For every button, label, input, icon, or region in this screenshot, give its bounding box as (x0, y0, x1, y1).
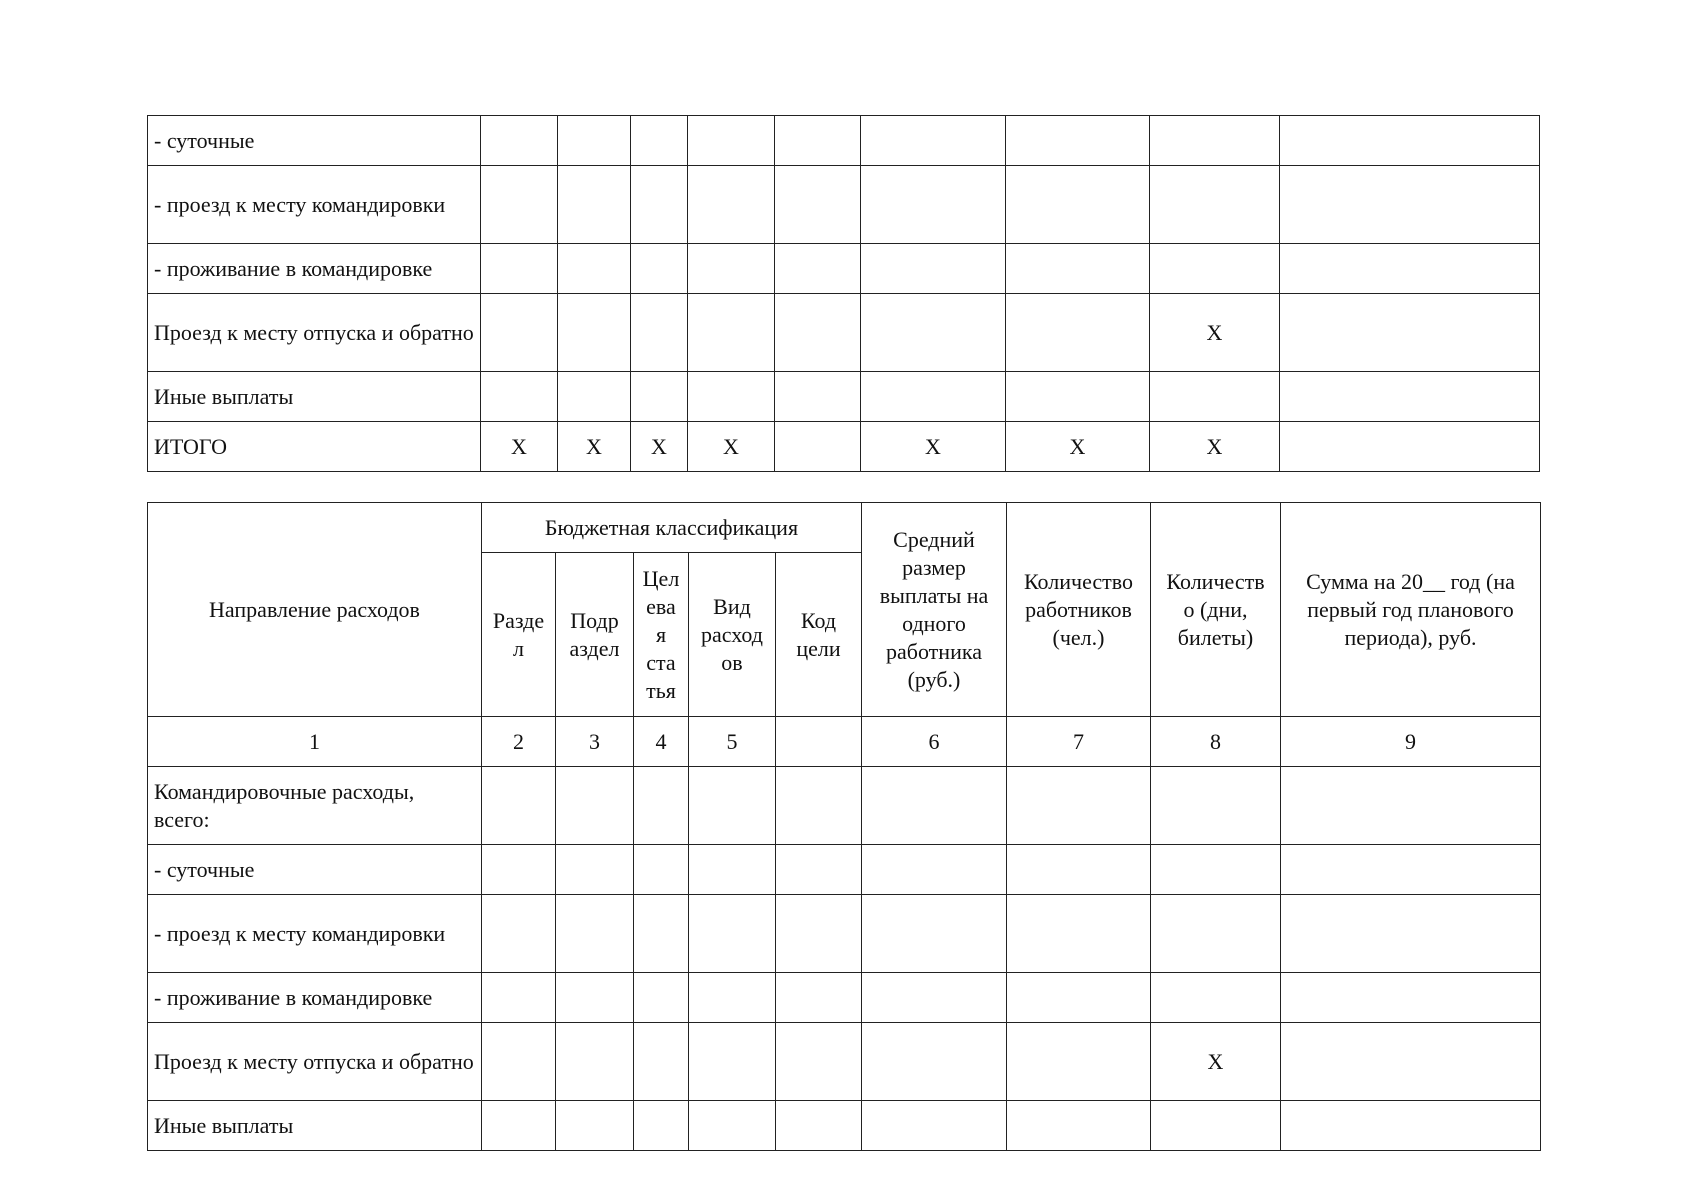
col-header-employee-count: Количество работников (чел.) (1007, 503, 1151, 717)
column-number: 2 (482, 717, 556, 767)
table-cell (1006, 372, 1150, 422)
table-cell (1281, 1023, 1541, 1101)
table-cell (1007, 1023, 1151, 1101)
table-cell (558, 166, 631, 244)
table-cell (776, 1023, 862, 1101)
column-number: 6 (862, 717, 1007, 767)
table-cell (861, 244, 1006, 294)
table-cell (776, 895, 862, 973)
cell-x-mark: X (861, 422, 1006, 472)
table-cell (558, 294, 631, 372)
table-cell (862, 973, 1007, 1023)
table-cell (634, 895, 689, 973)
row-label: Проезд к месту отпуска и обратно (148, 1023, 482, 1101)
table-cell (634, 845, 689, 895)
table-cell (689, 1023, 776, 1101)
table-cell (688, 166, 775, 244)
table-cell (631, 372, 688, 422)
cell-x-mark: X (558, 422, 631, 472)
table-row (148, 973, 1541, 1023)
table-cell (688, 294, 775, 372)
table-cell (631, 244, 688, 294)
table-cell (1280, 372, 1540, 422)
column-number (776, 717, 862, 767)
table-cell (861, 372, 1006, 422)
col-header-subsection: Подр аздел (556, 553, 634, 717)
column-number: 3 (556, 717, 634, 767)
table-cell (482, 895, 556, 973)
table-cell (688, 244, 775, 294)
table-cell (556, 895, 634, 973)
cell-x-mark: X (481, 422, 558, 472)
cell-x-mark: X (631, 422, 688, 472)
table-cell (689, 895, 776, 973)
table-cell (775, 422, 861, 472)
column-number: 8 (1151, 717, 1281, 767)
column-number: 4 (634, 717, 689, 767)
table-cell (1280, 116, 1540, 166)
table-cell (689, 973, 776, 1023)
table-cell (776, 1101, 862, 1151)
col-header-quantity: Количеств о (дни, билеты) (1151, 503, 1281, 717)
table-cell (556, 767, 634, 845)
table-cell (558, 372, 631, 422)
table-cell (631, 166, 688, 244)
table-cell (481, 116, 558, 166)
table-cell (1281, 973, 1541, 1023)
table-cell (1151, 1101, 1281, 1151)
table-cell (862, 767, 1007, 845)
table-cell (556, 845, 634, 895)
table-row (148, 845, 1541, 895)
table-row (148, 422, 1540, 472)
table-cell (634, 767, 689, 845)
col-header-direction: Направление расходов (148, 503, 482, 717)
row-label: - проезд к месту командировки (148, 166, 481, 244)
table-cell (1150, 116, 1280, 166)
table-cell (1280, 244, 1540, 294)
col-header-section: Разде л (482, 553, 556, 717)
row-label: ИТОГО (148, 422, 481, 472)
table-cell (631, 294, 688, 372)
cell-x-mark: X (1151, 1023, 1281, 1101)
table-cell (634, 1101, 689, 1151)
column-number: 5 (689, 717, 776, 767)
table-cell (688, 372, 775, 422)
table-cell (861, 294, 1006, 372)
table-cell (862, 1101, 1007, 1151)
table-cell (1006, 166, 1150, 244)
table-cell (1280, 166, 1540, 244)
row-label: - проживание в командировке (148, 973, 482, 1023)
table-cell (862, 845, 1007, 895)
expense-table (147, 502, 1541, 1151)
col-header-avg-payment: Средний размер выплаты на одного работника (руб.) (862, 503, 1007, 717)
row-label: Иные выплаты (148, 372, 481, 422)
table-row (148, 767, 1541, 845)
table-cell (776, 767, 862, 845)
table-cell (861, 116, 1006, 166)
table-cell (1007, 973, 1151, 1023)
table-cell (1150, 372, 1280, 422)
table-cell (688, 116, 775, 166)
table-cell (1007, 895, 1151, 973)
table-cell (1281, 845, 1541, 895)
table-cell (482, 1101, 556, 1151)
row-label: - суточные (148, 845, 482, 895)
table-cell (1150, 244, 1280, 294)
table-cell (1151, 845, 1281, 895)
table-cell (634, 973, 689, 1023)
table-row (148, 116, 1540, 166)
table-row (148, 166, 1540, 244)
col-header-target-article: Цел ева я ста тья (634, 553, 689, 717)
table-cell (634, 1023, 689, 1101)
table-cell (1281, 895, 1541, 973)
table-cell (689, 1101, 776, 1151)
table-cell (482, 845, 556, 895)
table-cell (1151, 895, 1281, 973)
table-cell (558, 116, 631, 166)
table-row (148, 294, 1540, 372)
table-cell (775, 294, 861, 372)
header-row-1 (148, 503, 1541, 553)
table-cell (862, 895, 1007, 973)
table-cell (556, 973, 634, 1023)
column-number: 1 (148, 717, 482, 767)
table-cell (775, 244, 861, 294)
table-cell (861, 166, 1006, 244)
column-number: 7 (1007, 717, 1151, 767)
table-cell (862, 1023, 1007, 1101)
table-cell (482, 973, 556, 1023)
column-number-row (148, 717, 1541, 767)
table-cell (775, 372, 861, 422)
col-header-sum: Сумма на 20__ год (на первый год планового периода), руб. (1281, 503, 1541, 717)
table-cell (1280, 422, 1540, 472)
table-cell (481, 372, 558, 422)
table-cell (1006, 294, 1150, 372)
table-cell (1280, 294, 1540, 372)
table-cell (1007, 845, 1151, 895)
table-cell (631, 116, 688, 166)
cell-x-mark: X (1006, 422, 1150, 472)
table-row (148, 895, 1541, 973)
table-cell (1281, 1101, 1541, 1151)
table-cell (1007, 1101, 1151, 1151)
row-label: Проезд к месту отпуска и обратно (148, 294, 481, 372)
table-row (148, 1023, 1541, 1101)
table-cell (556, 1101, 634, 1151)
table-cell (1150, 166, 1280, 244)
row-label: Иные выплаты (148, 1101, 482, 1151)
table-cell (1151, 767, 1281, 845)
table-cell (775, 116, 861, 166)
table-cell (558, 244, 631, 294)
expense-table-continuation (147, 115, 1540, 472)
row-label: - проезд к месту командировки (148, 895, 482, 973)
cell-x-mark: X (1150, 422, 1280, 472)
table-cell (1151, 973, 1281, 1023)
col-header-target-code: Код цели (776, 553, 862, 717)
table-cell (1281, 767, 1541, 845)
table-cell (482, 767, 556, 845)
table-row (148, 1101, 1541, 1151)
cell-x-mark: X (1150, 294, 1280, 372)
table-row (148, 372, 1540, 422)
column-number: 9 (1281, 717, 1541, 767)
table-cell (689, 845, 776, 895)
col-header-budget-classification: Бюджетная классификация (482, 503, 862, 553)
row-label: Командировочные расходы, всего: (148, 767, 482, 845)
table-cell (1006, 116, 1150, 166)
table-cell (481, 244, 558, 294)
table-cell (1007, 767, 1151, 845)
table-row (148, 244, 1540, 294)
table-cell (556, 1023, 634, 1101)
table-cell (776, 845, 862, 895)
table-cell (481, 166, 558, 244)
col-header-expense-type: Вид расход ов (689, 553, 776, 717)
table-cell (689, 767, 776, 845)
row-label: - проживание в командировке (148, 244, 481, 294)
cell-x-mark: X (688, 422, 775, 472)
table-cell (481, 294, 558, 372)
table-cell (1006, 244, 1150, 294)
table-cell (482, 1023, 556, 1101)
table-cell (775, 166, 861, 244)
table-cell (776, 973, 862, 1023)
row-label: - суточные (148, 116, 481, 166)
